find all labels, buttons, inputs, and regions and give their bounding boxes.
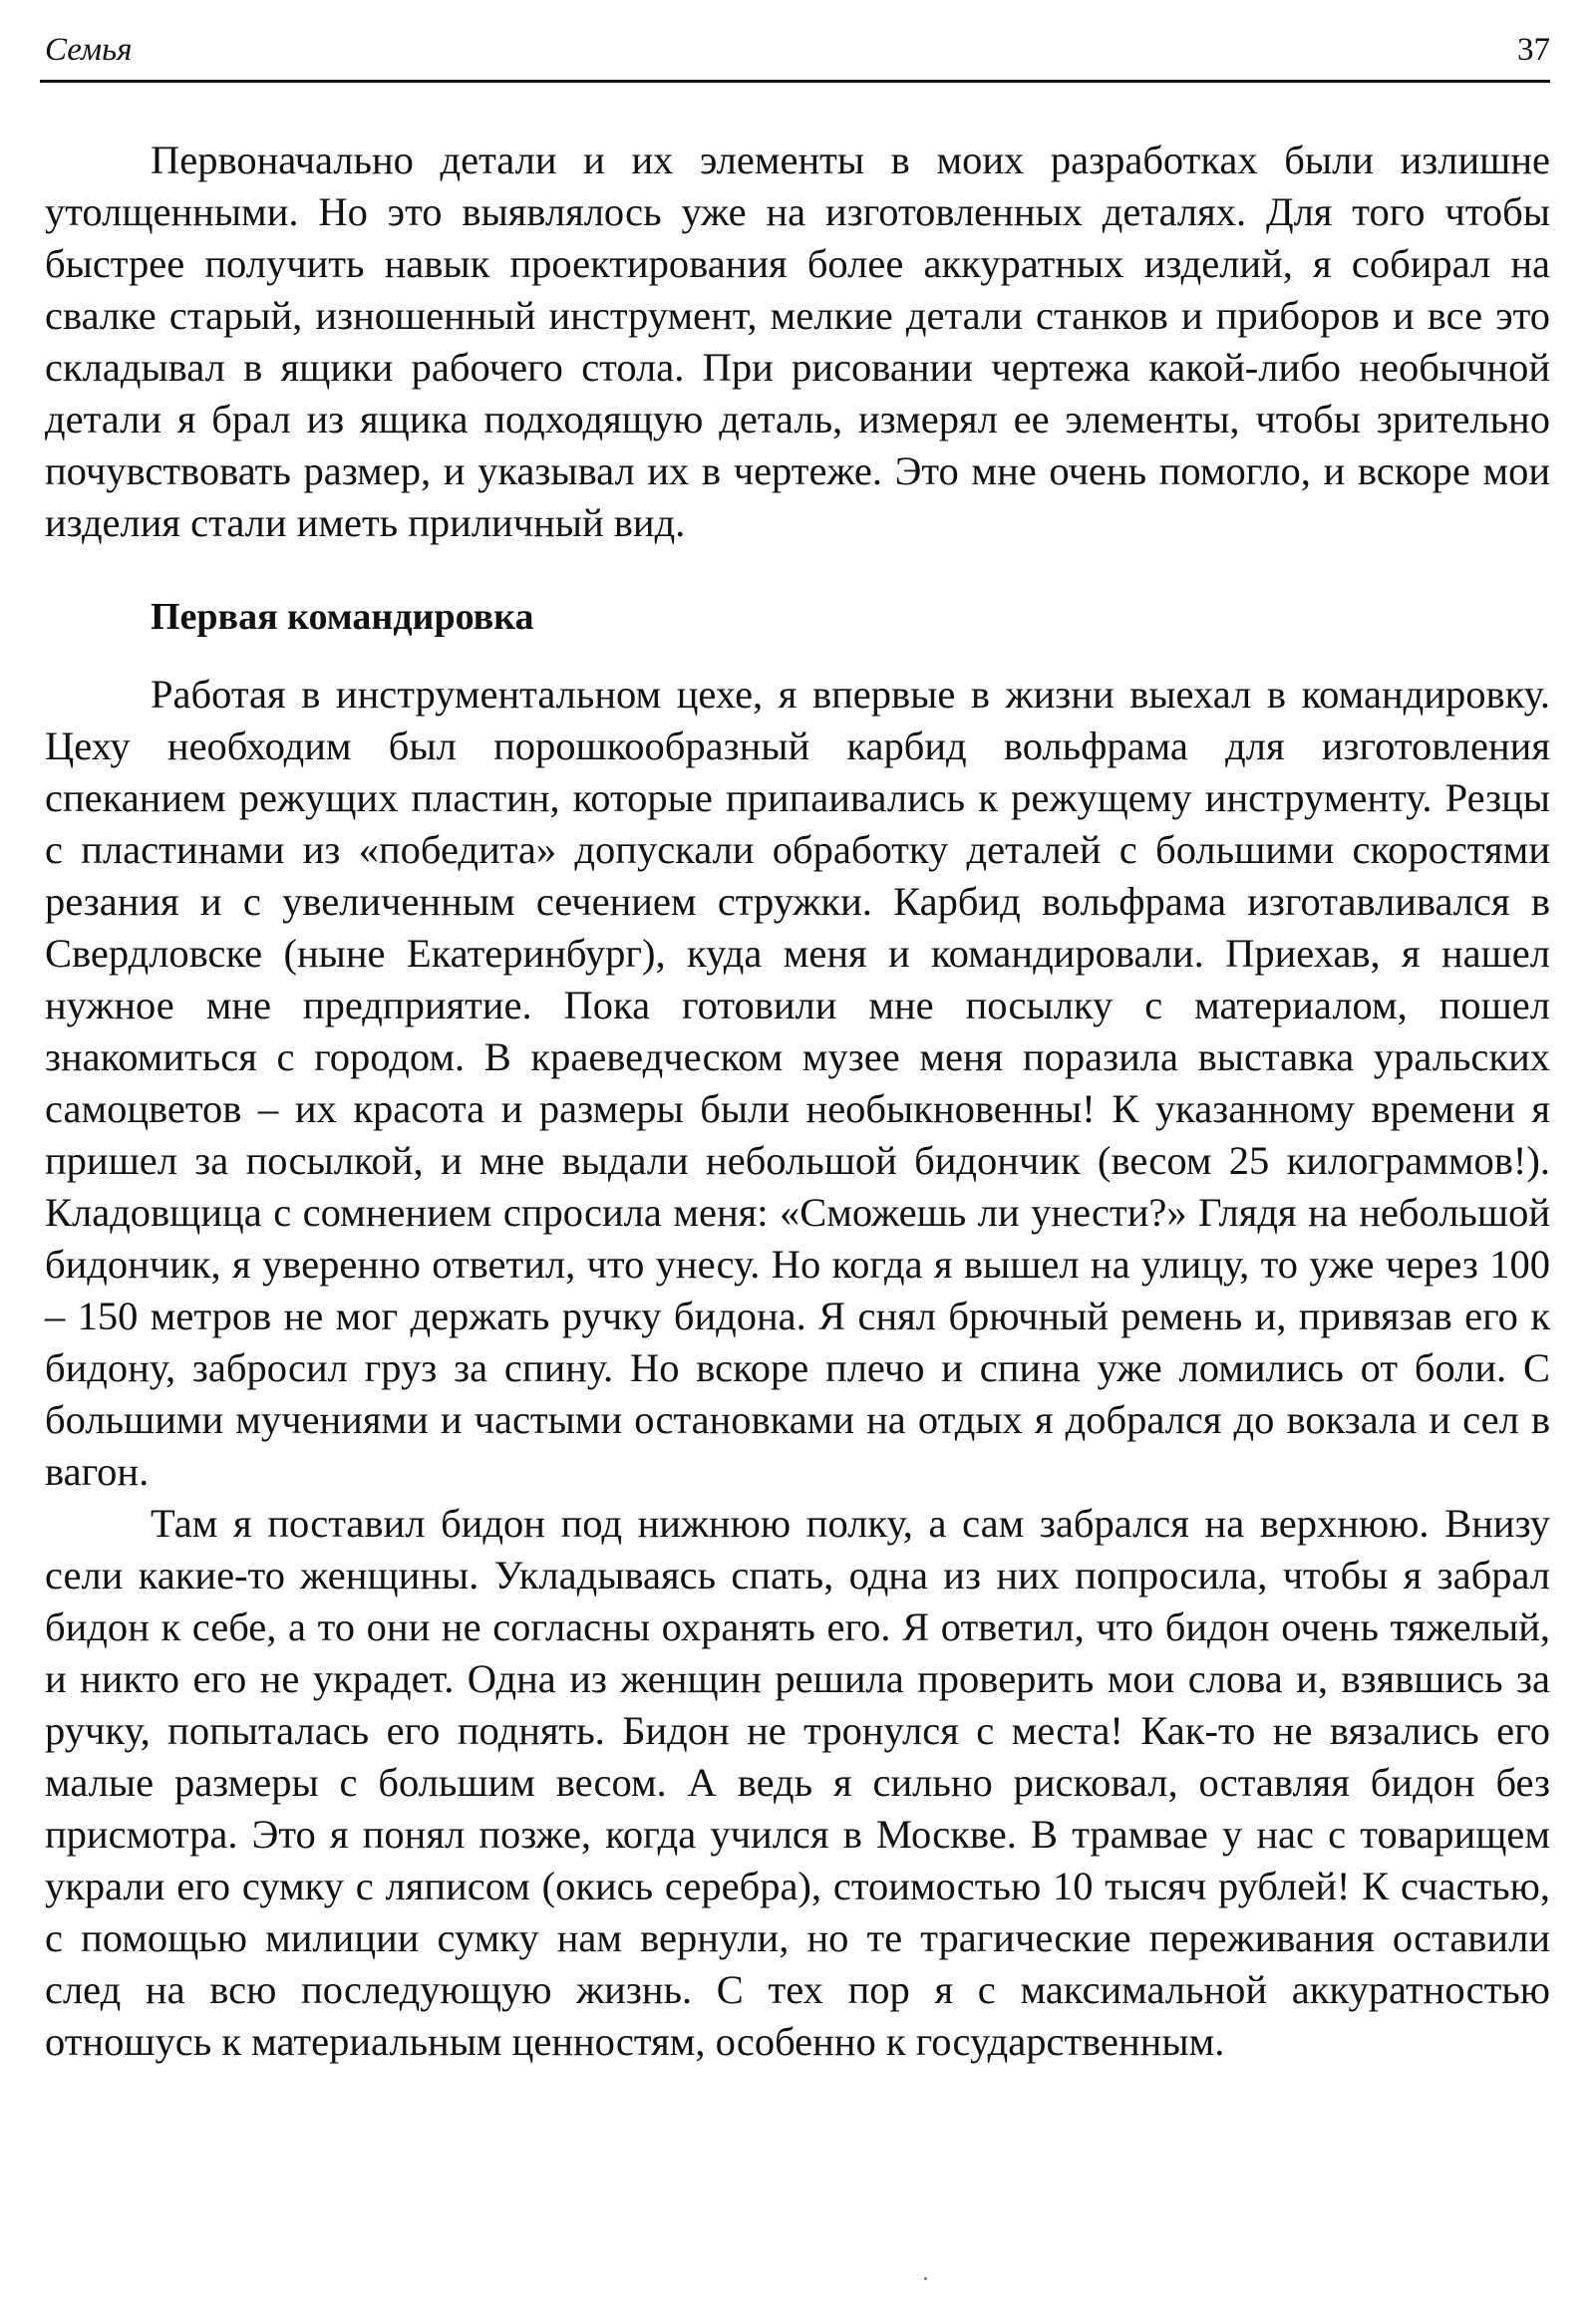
paragraph-2: Работая в инструментальном цехе, я впервые в жизни выехал в командировку. Цеху необходим был порошкообразный карбид вольфрама для изготовления спеканием режущих пластин, которые припаивались к режущему инструменту. Резцы с пластинами из «победита» допускали обработку деталей с большими скоростями резания и с увеличенным сечением стружки. Карбид вольфрама изготавливался в Свердловске (ныне Екатеринбург), куда меня и командировали. Приехав, я нашел нужное мне предприятие. Пока готовили мне посылку с материалом, пошел знакомиться с городом. В краеведческом музее меня поразила выставка уральских самоцветов – их красота и размеры были необыкновенны! К указанному времени я пришел за посылкой, и мне выдали небольшой бидончик (весом 25 килограммов!). Кладовщица с сомнением спросила меня: «Сможешь ли унести?» Глядя на небольшой бидончик, я уверенно ответил, что унесу. Но когда я вышел на улицу, то уже через 100 – 150 метров не мог держать ручку бидона. Я снял брючный ремень и, привязав его к бидону, забросил груз за спину. Но вскоре плечо и спина уже ломились от боли. С большими мучениями и частыми остановками на отдых я добрался до вокзала и сел в вагон.	[45, 672, 1550, 1494]
header-rule	[40, 80, 1550, 83]
page-number: 37	[1517, 32, 1550, 68]
body-text	[45, 135, 1550, 2068]
running-header	[40, 28, 1550, 72]
paragraph-3: Там я поставил бидон под нижнюю полку, а сам забрался на верхнюю. Внизу сели какие-то женщины. Укладываясь спать, одна из них попросила, чтобы я забрал бидон к себе, а то они не согласны охранять его. Я ответил, что бидон очень тяжелый, и никто его не украдет. Одна из женщин решила проверить мои слова и, взявшись за ручку, попыталась его поднять. Бидон не тронулся с места! Как-то не вязались его малые размеры с большим весом. А ведь я сильно рисковал, оставляя бидон без присмотра. Это я понял позже, когда учился в Москве. В трамвае у нас с товарищем украли его сумку с ляписом (окись серебра), стоимостью 10 тысяч рублей! К счастью, с помощью милиции сумку нам вернули, но те трагические переживания оставили след на всю последующую жизнь. С тех пор я с максимальной аккуратностью отношусь к материальным ценностям, особенно к государственным.	[45, 1501, 1550, 2064]
paragraph-1: Первоначально детали и их элементы в моих разработках были излишне утолщенными. Но это выявлялось уже на изготовленных деталях. Для того чтобы быстрее получить навык проектирования более аккуратных изделий, я собирал на свалке старый, изношенный инструмент, мелкие детали станков и приборов и все это складывал в ящики рабочего стола. При рисовании чертежа какой-либо необычной детали я брал из ящика подходящую деталь, измерял ее элементы, чтобы зрительно почувствовать размер, и указывал их в чертеже. Это мне очень помогло, и вскоре мои изделия стали иметь приличный вид.	[45, 138, 1550, 545]
chapter-title: Семья	[45, 32, 133, 68]
print-speck	[924, 2277, 927, 2280]
section-heading: Первая командировка	[151, 596, 534, 638]
